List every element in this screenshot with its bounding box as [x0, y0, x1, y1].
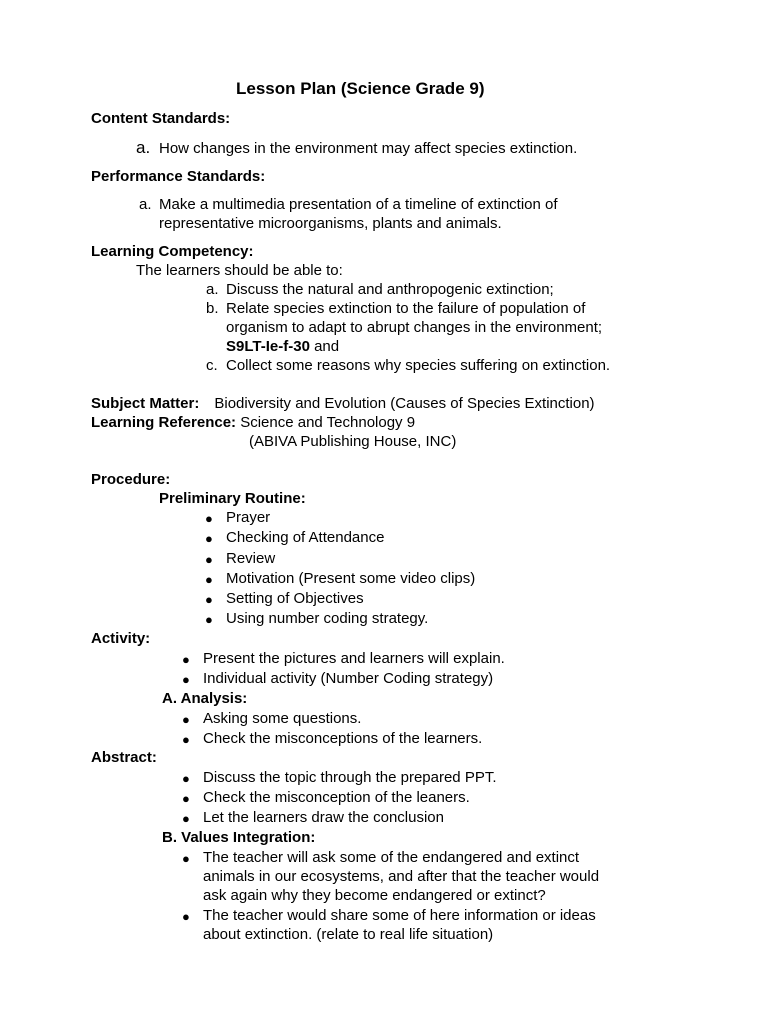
subject-matter-value: Biodiversity and Evolution (Causes of Species Extinction)	[214, 395, 595, 412]
learning-competency-intro: The learners should be able to:	[136, 262, 343, 279]
subject-matter-line	[91, 394, 595, 413]
bullet-icon: ●	[205, 531, 213, 546]
bullet-icon: ●	[205, 592, 213, 607]
subject-matter-label: Subject Matter:	[91, 395, 200, 412]
learning-reference-line	[91, 413, 415, 432]
activity-heading: Activity:	[91, 630, 151, 647]
list-item-text: organism to adapt to abrupt changes in the environment;	[226, 319, 603, 336]
bullet-icon: ●	[182, 672, 190, 687]
competency-code-suffix: and	[309, 338, 340, 355]
list-item-text: Relate species extinction to the failure of population of	[226, 300, 586, 317]
learning-reference-publisher: (ABIVA Publishing House, INC)	[249, 433, 457, 450]
list-item: Review	[226, 550, 276, 567]
learning-reference-value: Science and Technology 9	[240, 414, 416, 431]
list-item: Discuss the topic through the prepared PPT.	[203, 769, 497, 786]
bullet-icon: ●	[182, 909, 190, 924]
procedure-heading: Procedure:	[91, 471, 171, 488]
bullet-icon: ●	[182, 732, 190, 747]
list-item-text: How changes in the environment may affect species extinction.	[159, 140, 578, 157]
content-standards-heading: Content Standards:	[91, 110, 231, 127]
list-marker: c.	[206, 357, 218, 374]
list-item: Check the misconception of the leaners.	[203, 789, 470, 806]
competency-code-line	[226, 337, 339, 356]
bullet-icon: ●	[205, 552, 213, 567]
list-item: Using number coding strategy.	[226, 610, 429, 627]
list-item: Prayer	[226, 509, 271, 526]
preliminary-routine-heading: Preliminary Routine:	[159, 490, 306, 507]
list-marker: a.	[139, 196, 152, 213]
analysis-heading: A. Analysis:	[162, 690, 248, 707]
bullet-icon: ●	[182, 771, 190, 786]
list-item-text: Collect some reasons why species suffering on extinction.	[226, 357, 611, 374]
list-item: Present the pictures and learners will explain.	[203, 650, 505, 667]
bullet-icon: ●	[205, 511, 213, 526]
list-item-line: ask again why they become endangered or extinct?	[203, 887, 546, 904]
list-item: Individual activity (Number Coding strategy)	[203, 670, 494, 687]
list-item-line: animals in our ecosystems, and after that the teacher would	[203, 868, 600, 885]
list-item-line: The teacher will ask some of the endangered and extinct	[203, 849, 580, 866]
bullet-icon: ●	[182, 791, 190, 806]
list-item: Check the misconceptions of the learners.	[203, 730, 483, 747]
bullet-icon: ●	[205, 572, 213, 587]
list-item-line: The teacher would share some of here information or ideas	[203, 907, 596, 924]
competency-code: S9LT-Ie-f-30	[226, 338, 310, 355]
list-item-text: Discuss the natural and anthropogenic extinction;	[226, 281, 554, 298]
values-integration-heading: B. Values Integration:	[162, 829, 316, 846]
list-item: Motivation (Present some video clips)	[226, 570, 476, 587]
list-item: Setting of Objectives	[226, 590, 364, 607]
bullet-icon: ●	[182, 712, 190, 727]
list-item: Asking some questions.	[203, 710, 362, 727]
list-marker: b.	[206, 300, 219, 317]
bullet-icon: ●	[182, 811, 190, 826]
bullet-icon: ●	[182, 652, 190, 667]
learning-reference-label: Learning Reference:	[91, 414, 237, 431]
list-marker: a.	[206, 281, 219, 298]
list-item: Checking of Attendance	[226, 529, 385, 546]
bullet-icon: ●	[205, 612, 213, 627]
list-item: Let the learners draw the conclusion	[203, 809, 444, 826]
list-item-line: about extinction. (relate to real life situation)	[203, 926, 494, 943]
list-item-text: Make a multimedia presentation of a timeline of extinction of	[159, 196, 558, 213]
performance-standards-heading: Performance Standards:	[91, 168, 266, 185]
list-item-text: representative microorganisms, plants and animals.	[159, 215, 502, 232]
page-title: Lesson Plan (Science Grade 9)	[236, 79, 485, 98]
list-marker: a.	[136, 138, 151, 157]
bullet-icon: ●	[182, 851, 190, 866]
abstract-heading: Abstract:	[91, 749, 157, 766]
learning-competency-heading: Learning Competency:	[91, 243, 254, 260]
